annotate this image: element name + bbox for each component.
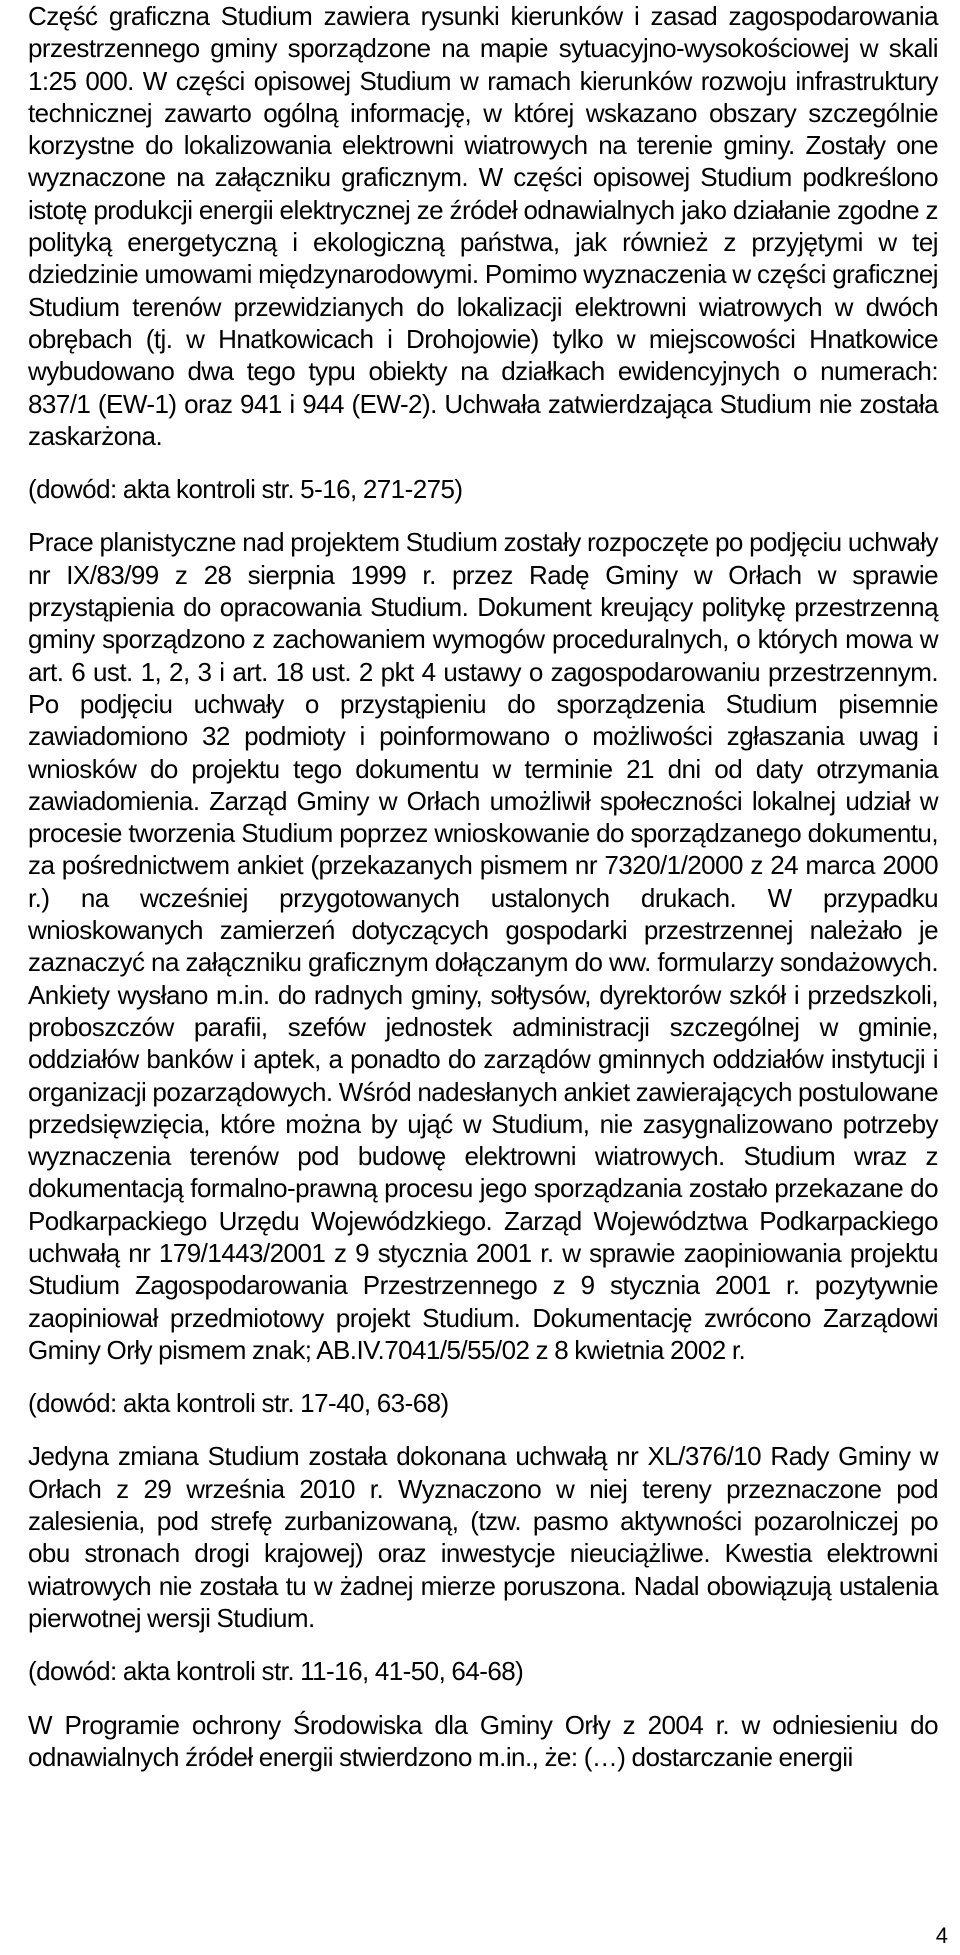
page-number: 4	[935, 1923, 948, 1948]
paragraph-study-graphic-part: Część graficzna Studium zawiera rysunki kierunków i zasad zagospodarowania przestrzennego gminy sporządzone na mapie sytuacyjno-wysokościowej w skali 1:25 000. W części opisowej Studium w ramach kierunków rozwoju infrastruktury technicznej zawarto ogólną informację, w której wskazano obszary szczególnie korzystne do lokalizowania elektrowni wiatrowych na terenie gminy. Zostały one wyznaczone na załączniku graficznym. W części opisowej Studium podkreślono istotę produkcji energii elektrycznej ze źródeł odnawialnych jako działanie zgodne z polityką energetyczną i ekologiczną państwa, jak również z przyjętymi w tej dziedzinie umowami międzynarodowymi. Pomimo wyznaczenia w części graficznej Studium terenów przewidzianych do lokalizacji elektrowni wiatrowych w dwóch obrębach (tj. w Hnatkowicach i Drohojowie) tylko w miejscowości Hnatkowice wybudowano dwa tego typu obiekty na działkach ewidencyjnych o numerach: 837/1 (EW-1) oraz 941 i 944 (EW-2). Uchwała zatwierdzająca Studium nie została zaskarżona.	[28, 1, 938, 451]
paragraph-planning-works: Prace planistyczne nad projektem Studium zostały rozpoczęte po podjęciu uchwały nr IX/83/99 z 28 sierpnia 1999 r. przez Radę Gminy w Orłach w sprawie przystąpienia do opracowania Studium. Dokument kreujący politykę przestrzenną gminy sporządzono z zachowaniem wymogów proceduralnych, o których mowa w art. 6 ust. 1, 2, 3 i art. 18 ust. 2 pkt 4 ustawy o zagospodarowaniu przestrzennym. Po podjęciu uchwały o przystąpieniu do sporządzenia Studium pisemnie zawiadomiono 32 podmioty i poinformowano o możliwości zgłaszania uwag i wniosków do projektu tego dokumentu w terminie 21 dni od daty otrzymania zawiadomienia. Zarząd Gminy w Orłach umożliwił społeczności lokalnej udział w procesie tworzenia Studium poprzez wnioskowanie do sporządzanego dokumentu, za pośrednictwem ankiet (przekazanych pismem nr 7320/1/2000 z 24 marca 2000 r.) na wcześniej przygotowanych ustalonych drukach. W przypadku wnioskowanych zamierzeń dotyczących gospodarki przestrzennej należało je zaznaczyć na załączniku graficznym dołączanym do ww. formularzy sondażowych. Ankiety wysłano m.in. do radnych gminy, sołtysów, dyrektorów szkół i przedszkoli, proboszczów parafii, szefów jednostek administracji szczególnej w gminie, oddziałów banków i aptek, a ponadto do zarządów gminnych oddziałów instytucji i organizacji pozarządowych. Wśród nadesłanych ankiet zawierających postulowane przedsięwzięcia, które można by ująć w Studium, nie zasygnalizowano potrzeby wyznaczenia terenów pod budowę elektrowni wiatrowych. Studium wraz z dokumentacją formalno-prawną procesu jego sporządzania zostało przekazane do Podkarpackiego Urzędu Wojewódzkiego. Zarząd Województwa Podkarpackiego uchwałą nr 179/1443/2001 z 9 stycznia 2001 r. w sprawie zaopiniowania projektu Studium Zagospodarowania Przestrzennego z 9 stycznia 2001 r. pozytywnie zaopiniował przedmiotowy projekt Studium. Dokumentację zwrócono Zarządowi Gminy Orły pismem znak; AB.IV.7041/5/55/02 z 8 kwietnia 2002 r.	[28, 527, 938, 1365]
paragraph-environment-programme: W Programie ochrony Środowiska dla Gminy Orły z 2004 r. w odniesieniu do odnawialnych źródeł energii stwierdzono m.in., że: (…) dostarczanie energii	[28, 1709, 938, 1772]
evidence-reference: (dowód: akta kontroli str. 5-16, 271-275)	[28, 474, 463, 505]
document-body	[28, 0, 938, 1773]
paragraph-study-change: Jedyna zmiana Studium została dokonana uchwałą nr XL/376/10 Rady Gminy w Orłach z 29 września 2010 r. Wyznaczono w niej tereny przeznaczone pod zalesienia, pod strefę zurbanizowaną, (tzw. pasmo aktywności pozarolniczej po obu stronach drogi krajowej) oraz inwestycje nieuciążliwe. Kwestia elektrowni wiatrowych nie została tu w żadnej mierze poruszona. Nadal obowiązują ustalenia pierwotnej wersji Studium.	[28, 1441, 938, 1633]
evidence-reference: (dowód: akta kontroli str. 11-16, 41-50, 64-68)	[28, 1656, 524, 1687]
evidence-reference: (dowód: akta kontroli str. 17-40, 63-68)	[28, 1388, 449, 1419]
